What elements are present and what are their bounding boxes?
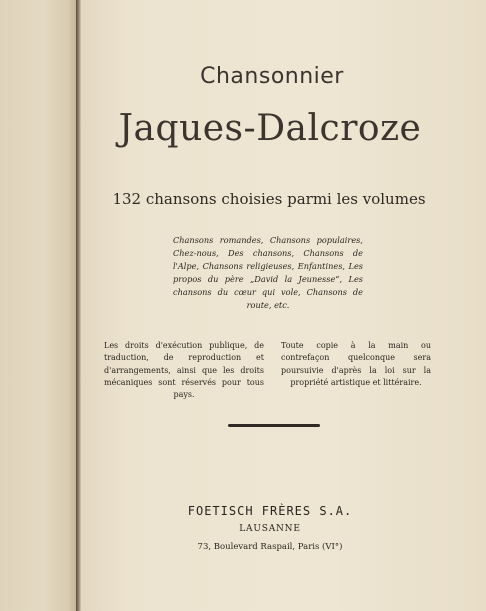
- ornamental-divider: [228, 424, 320, 427]
- facing-page-edge: [0, 0, 78, 611]
- contents-list: Chansons romandes, Chansons populaires, Chez-nous, Des chansons, Chansons de l'Alpe, Chansons religieuses, Enfantines, Les propos du père „David la Jeunesse“, Les chansons du cœur qui vole, Chansons de route, etc.: [173, 235, 363, 310]
- publisher-name: FOETISCH FRÈRES S.A.: [187, 504, 353, 518]
- publisher-city: LAUSANNE: [239, 524, 301, 534]
- rights-notice-left: Les droits d'exécution publique, de traduction, de reproduction et d'arrangements, ainsi que les droits mécaniques sont réservés pour tous pays.: [104, 341, 264, 400]
- title-line-author: Jaques-Dalcroze: [118, 108, 422, 149]
- rights-notice-right: Toute copie à la main ou contrefaçon quelconque sera poursuivie d'après la loi sur la propriété artistique et littéraire.: [281, 341, 431, 387]
- title-line-chansonnier: Chansonnier: [200, 64, 344, 89]
- publisher-address: 73, Boulevard Raspail, Paris (VI°): [197, 542, 343, 552]
- subtitle: 132 chansons choisies parmi les volumes: [112, 190, 426, 208]
